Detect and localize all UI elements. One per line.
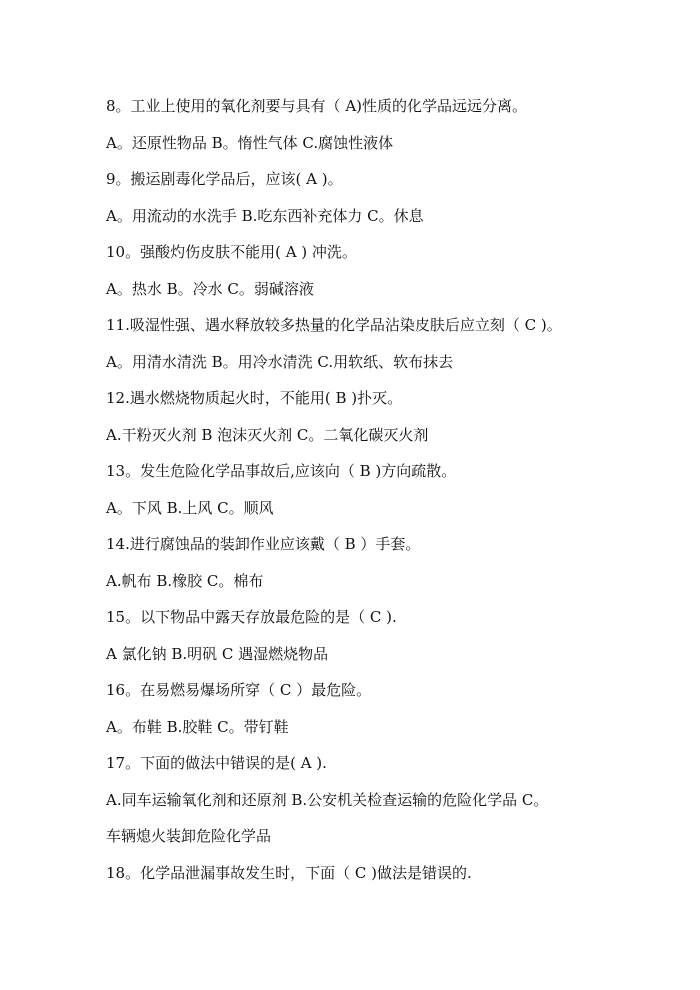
question-12: 12.遇水燃烧物质起火时，不能用( B )扑灭。 (106, 389, 403, 407)
question-11: 11.吸湿性强、遇水释放较多热量的化学品沾染皮肤后应立刻（ C )。 (106, 316, 562, 334)
question-18: 18。化学品泄漏事故发生时，下面（ C )做法是错误的. (106, 863, 472, 882)
question-15-options: A 氯化钠 B.明矾 C 遇湿燃烧物品 (106, 644, 329, 663)
question-13-options: A。下风 B.上风 C。顺风 (106, 498, 274, 517)
question-10: 10。强酸灼伤皮肤不能用( A ) 冲洗。 (106, 243, 357, 261)
question-15: 15。以下物品中露天存放最危险的是（ C ). (106, 608, 397, 626)
question-13: 13。发生危险化学品事故后,应该向（ B )方向疏散。 (106, 462, 457, 480)
question-16-options: A。布鞋 B.胶鞋 C。带钉鞋 (106, 717, 289, 736)
question-9-options: A。用流动的水洗手 B.吃东西补充体力 C。休息 (106, 206, 424, 225)
question-17: 17。下面的做法中错误的是( A ). (106, 754, 327, 772)
question-8: 8。工业上使用的氧化剂要与具有（ A)性质的化学品远远分离。 (106, 97, 527, 115)
question-10-options: A。热水 B。冷水 C。弱碱溶液 (106, 279, 314, 298)
question-12-options: A.干粉灭火剂 B 泡沫灭火剂 C。二氧化碳灭火剂 (106, 425, 429, 444)
question-11-options: A。用清水清洗 B。用冷水清洗 C.用软纸、软布抹去 (106, 352, 454, 371)
question-17-options: A.同车运输氧化剂和还原剂 B.公安机关检查运输的危险化学品 C。 (106, 790, 549, 809)
question-14: 14.进行腐蚀品的装卸作业应该戴（ B ）手套。 (106, 535, 421, 553)
question-list (106, 88, 666, 891)
question-14-options: A.帆布 B.橡胶 C。棉布 (106, 571, 264, 590)
question-8-options: A。还原性物品 B。惰性气体 C.腐蚀性液体 (106, 133, 394, 152)
question-9: 9。搬运剧毒化学品后，应该( A )。 (106, 170, 343, 188)
question-16: 16。在易燃易爆场所穿（ C ）最危险。 (106, 681, 372, 699)
question-17-options-continued: 车辆熄火装卸危险化学品 (106, 827, 272, 845)
